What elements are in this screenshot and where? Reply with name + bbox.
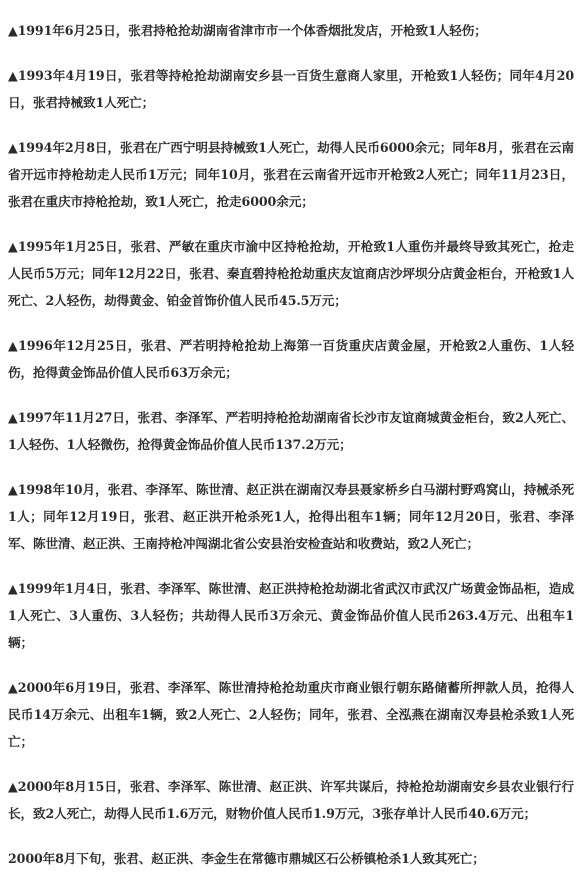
crime-entry-1998: ▲1998年10月，张君、李泽军、陈世清、赵正洪在湖南汉寿县聂家桥乡白马湖村野鸡窝山，持械杀死1人；同年12月19日，张君、赵正洪开枪杀死1人，抢得出租车1辆；同年12月20日，张君、李泽军、陈世清、赵正洪、王南持枪冲闯湖北省公安县治安检查站和收费站，致2人死亡； <box>8 482 574 551</box>
crime-entry-2000-august: ▲2000年8月15日，张君、李泽军、陈世清、赵正洪、许军共谋后，持枪抢劫湖南安乡县农业银行行长，致2人死亡，劫得人民币1.6万元，财物价值人民币1.9万元，3张存单计人民币40.6万元； <box>8 779 574 821</box>
crime-entry-1995: ▲1995年1月25日，张君、严敏在重庆市渝中区持枪抢劫，开枪致1人重伤并最终导致其死亡，抢走人民币5万元；同年12月22日，张君、秦直碧持枪抢劫重庆友谊商店沙坪坝分店黄金柜台，开枪致1人死亡、2人轻伤，劫得黄金、铂金首饰价值人民币45.5万元； <box>8 239 574 308</box>
crime-entry-1993: ▲1993年4月19日，张君等持枪抢劫湖南安乡县一百货生意商人家里，开枪致1人轻伤；同年4月20日，张君持械致1人死亡； <box>8 68 574 110</box>
crime-entry-1996: ▲1996年12月25日，张君、严若明持枪抢劫上海第一百货重庆店黄金屋，开枪致2人重伤、1人轻伤，抢得黄金饰品价值人民币63万余元； <box>8 338 574 380</box>
crime-entry-2000-june: ▲2000年6月19日，张君、李泽军、陈世清持枪抢劫重庆市商业银行朝东路储蓄所押款人员，抢得人民币14万余元、出租车1辆，致2人死亡、2人轻伤；同年，张君、全泓燕在湖南汉寿县枪杀致1人死亡； <box>8 680 574 749</box>
article-body <box>8 17 574 872</box>
crime-entry-2000-late-august: 2000年8月下旬，张君、赵正洪、李金生在常德市鼎城区石公桥镇枪杀1人致其死亡； <box>8 851 485 866</box>
crime-entry-1991: ▲1991年6月25日，张君持枪抢劫湖南省津市市一个体香烟批发店，开枪致1人轻伤； <box>8 23 487 38</box>
crime-entry-1997: ▲1997年11月27日，张君、李泽军、严若明持枪抢劫湖南省长沙市友谊商城黄金柜台，致2人死亡、1人轻伤、1人轻微伤，抢得黄金饰品价值人民币137.2万元； <box>8 410 574 452</box>
crime-entry-1999: ▲1999年1月4日，张君、李泽军、陈世清、赵正洪持枪抢劫湖北省武汉市武汉广场黄金饰品柜，造成1人死亡、3人重伤、3人轻伤；共劫得人民币3万余元、黄金饰品价值人民币263.4万元、出租车1辆； <box>8 581 574 650</box>
crime-entry-1994: ▲1994年2月8日，张君在广西宁明县持械致1人死亡，劫得人民币6000余元；同年8月，张君在云南省开远市持枪劫走人民币1万元；同年10月，张君在云南省开远市开枪致2人死亡；同年11月23日，张君在重庆市持枪抢劫，致1人死亡，抢走6000余元； <box>8 140 574 209</box>
